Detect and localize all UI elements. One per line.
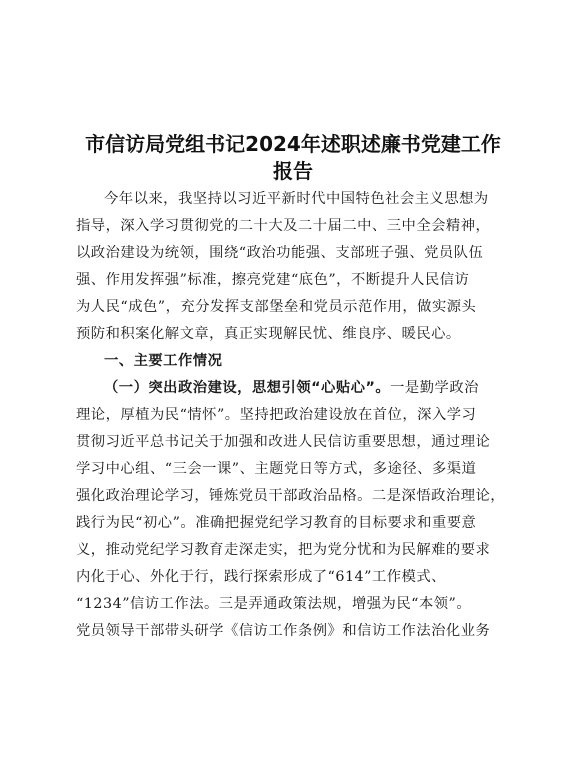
body-line-4: 强化政治理论学习，锤炼党员干部政治品格。二是深悟政治理论，	[76, 488, 506, 504]
body-line-5: 践行为民“初心”。准确把握党纪学习教育的目标要求和重要意	[76, 515, 477, 531]
intro-line-3: 以政治建设为统领，围绕“政治功能强、支部班子强、党员队伍	[76, 245, 484, 261]
body-line-7: 内化于心、外化于行，践行探索形成了“614”工作模式、	[76, 569, 446, 585]
intro-line-1: 今年以来，我坚持以习近平新时代中国特色社会主义思想为	[104, 191, 489, 207]
document-title-line-1: 市信访局党组书记2024年述职述廉书党建工作	[85, 132, 501, 156]
body-line-2: 贯彻习近平总书记关于加强和改进人民信访重要思想，通过理论	[76, 434, 491, 450]
body-line-1: 理论，厚植为民“情怀”。坚持把政治建设放在首位，深入学习	[76, 407, 477, 423]
body-line-8: “1234”信访工作法。三是弄通政策法规，增强为民“本领”。	[76, 596, 472, 612]
body-line-9: 党员领导干部带头研学《信访工作条例》和信访工作法治化业务	[76, 623, 491, 639]
intro-line-4: 强、作用发挥强”标准，擦亮党建“底色”，不断提升人民信访	[76, 272, 470, 288]
intro-line-2: 指导，深入学习贯彻党的二十大及二十届二中、三中全会精神，	[76, 218, 491, 234]
document-title-line-2: 报告	[273, 159, 313, 183]
body-line-3: 学习中心组、“三会一课”、主题党日等方式，多途径、多渠道	[76, 461, 477, 477]
subsection-heading: （一）突出政治建设，思想引领“心贴心”。	[104, 380, 391, 396]
intro-line-6: 预防和积案化解文章，真正实现解民忧、维良序、暖民心。	[76, 326, 461, 342]
section-heading: 一、主要工作情况	[104, 353, 223, 369]
subsection-line-1	[104, 378, 516, 398]
body-line-6: 义，推动党纪学习教育走深走实，把为党分忧和为民解难的要求	[76, 542, 491, 558]
subsection-line-1-text: 一是勤学政治	[390, 380, 479, 396]
intro-line-5: 为人民“成色”，充分发挥支部堡垒和党员示范作用，做实源头	[76, 299, 477, 315]
